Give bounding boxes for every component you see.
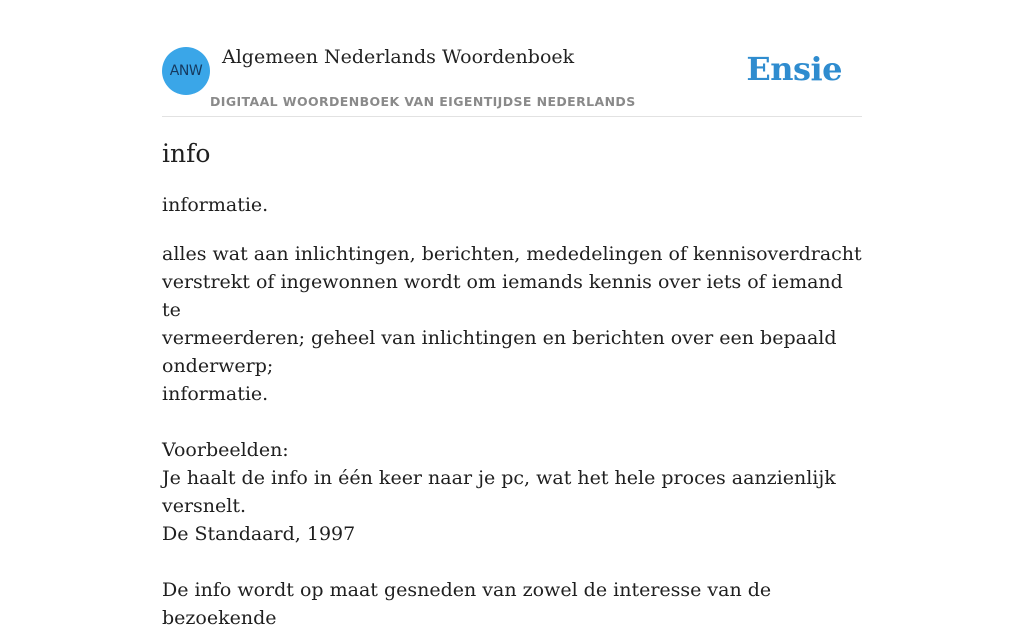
examples-label: Voorbeelden:	[162, 439, 289, 461]
example-text: De info wordt op maat gesneden van zowel de interesse van de bezoekende	[162, 579, 772, 629]
example-source: De Standaard, 1997	[162, 523, 356, 545]
spacer	[162, 408, 862, 436]
anw-logo[interactable]	[162, 47, 210, 95]
site-header	[162, 0, 862, 117]
page-container	[162, 0, 862, 629]
ensie-brand-logo[interactable]: Ensie	[746, 50, 842, 88]
example-text: Je haalt de info in één keer naar je pc, wat het hele proces aanzienlijk versnelt.	[162, 467, 836, 517]
short-definition: informatie.	[162, 194, 269, 216]
long-definition	[162, 240, 862, 632]
definition-line: verstrekt of ingewonnen wordt om iemands kennis over iets of iemand te	[162, 271, 843, 321]
definition-line: informatie.	[162, 383, 269, 405]
definition-line: alles wat aan inlichtingen, berichten, mededelingen of kennisoverdracht	[162, 243, 862, 265]
spacer	[162, 548, 862, 576]
site-title[interactable]: Algemeen Nederlands Woordenboek	[222, 46, 575, 68]
site-subtitle: DIGITAAL WOORDENBOEK VAN EIGENTIJDSE NEDERLANDS	[210, 94, 636, 109]
logo-text: ANW	[169, 63, 203, 79]
definition-line: vermeerderen; geheel van inlichtingen en berichten over een bepaald onderwerp;	[162, 327, 837, 377]
entry-word: info	[162, 139, 211, 168]
